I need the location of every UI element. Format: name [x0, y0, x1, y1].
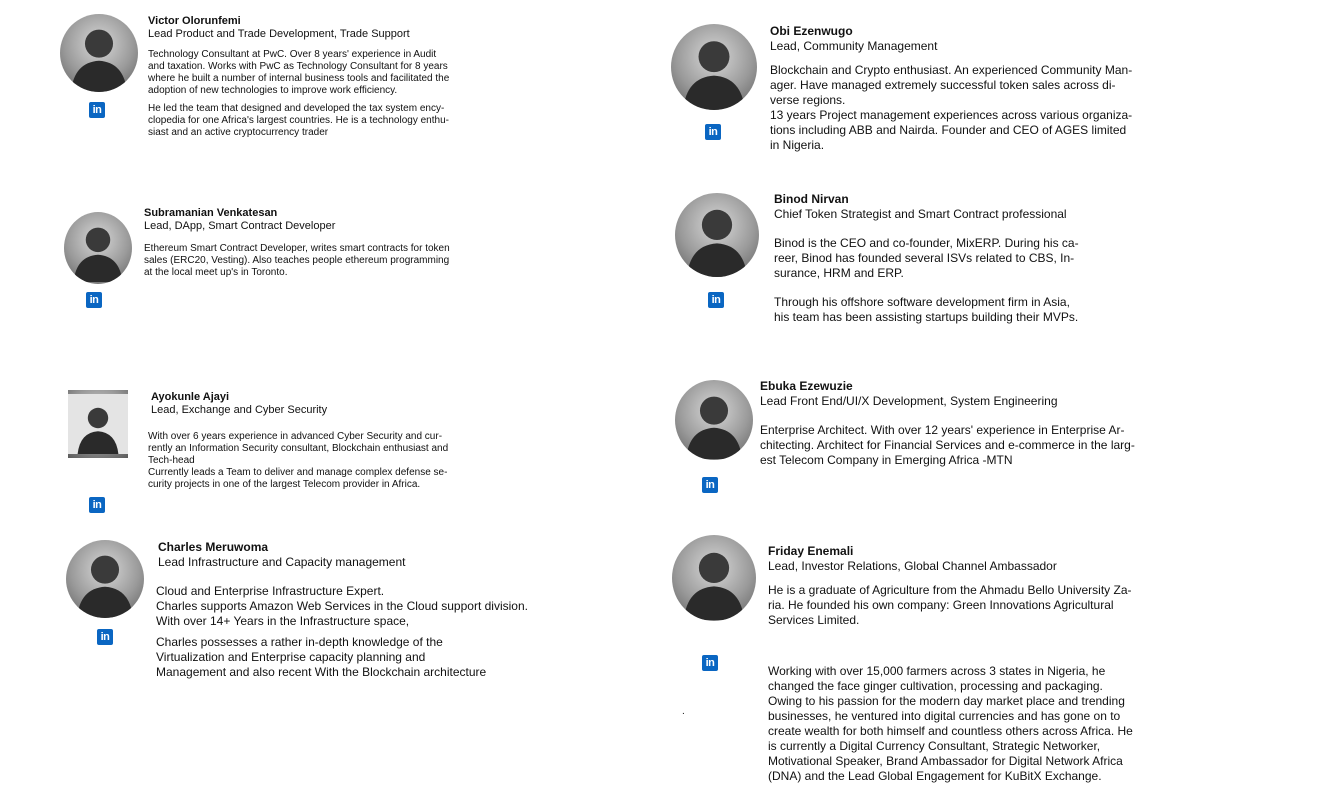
member-name: Obi Ezenwugo	[770, 24, 853, 38]
member-role: Lead Product and Trade Development, Trade Support	[148, 28, 410, 40]
linkedin-icon[interactable]: in	[86, 292, 102, 308]
member-bio: Binod is the CEO and co-founder, MixERP. During his ca- reer, Binod has founded several ISVs related to CBS, In- surance, HRM and ERP.	[774, 236, 1079, 280]
member-bio: He is a graduate of Agriculture from the Ahmadu Bello University Za- ria. He founded his own company: Green Innovations Agricultural Services Limited.	[768, 583, 1132, 627]
linkedin-icon[interactable]: in	[702, 655, 718, 671]
member-role: Chief Token Strategist and Smart Contract professional	[774, 207, 1067, 221]
member-bio: Enterprise Architect. With over 12 years' experience in Enterprise Ar- chitecting. Architect for Financial Services and e-commerce in the larg- est Telecom Company in Emerging Africa -MTN	[760, 423, 1135, 467]
stray-mark: .	[682, 706, 685, 717]
linkedin-icon[interactable]: in	[89, 102, 105, 118]
member-bio: With over 6 years experience in advanced Cyber Security and cur- rently an Information Security consultant, Blockchain enthusiast and Tech-head Currently leads a Team to deliver and manage complex defense se- curity projects in one of the largest Telecom provider in Africa.	[148, 431, 449, 490]
avatar	[671, 24, 757, 110]
member-name: Subramanian Venkatesan	[144, 207, 278, 219]
member-name: Charles Meruwoma	[158, 540, 269, 554]
member-bio: Working with over 15,000 farmers across 3 states in Nigeria, he changed the face ginger cultivation, processing and packaging. Owing to his passion for the modern day market place and trending businesses, he ventured into digital currencies and has gone on to create wealth for both himself and countless others across Africa. He is currently a Digital Currency Consultant, Strategic Networker, Motivational Speaker, Brand Ambassador for Digital Network Africa (DNA) and the Lead Global Engagement for KuBitX Exchange.	[768, 664, 1133, 783]
member-name: Victor Olorunfemi	[148, 15, 241, 27]
member-bio: Blockchain and Crypto enthusiast. An experienced Community Man- ager. Have managed extremely successful token sales across di- verse regions. 13 years Project management experiences across various organiza- tions including ABB and Nairda. Founder and CEO of AGES limited in Nigeria.	[770, 63, 1133, 152]
member-role: Lead, Exchange and Cyber Security	[151, 404, 328, 416]
linkedin-icon[interactable]: in	[705, 124, 721, 140]
member-name: Friday Enemali	[768, 544, 854, 558]
member-bio: Charles possesses a rather in-depth knowledge of the Virtualization and Enterprise capacity planning and Management and also recent With the Blockchain architecture	[156, 635, 487, 679]
member-role: Lead, Investor Relations, Global Channel Ambassador	[768, 559, 1057, 573]
member-name: Binod Nirvan	[774, 192, 849, 206]
member-bio: He led the team that designed and developed the tax system ency- clopedia for one Africa's largest countries. He is a technology enthu- siast and an active cryptocurrency trader	[148, 103, 449, 138]
avatar	[66, 540, 144, 618]
linkedin-icon[interactable]: in	[97, 629, 113, 645]
avatar	[64, 212, 132, 284]
member-role: Lead, Community Management	[770, 39, 938, 53]
avatar	[675, 380, 753, 460]
member-bio: Through his offshore software development firm in Asia, his team has been assisting startups building their MVPs.	[774, 295, 1079, 324]
member-bio: Technology Consultant at PwC. Over 8 years' experience in Audit and taxation. Works with PwC as Technology Consultant for 8 years where he built a number of internal business tools and facilitated the adoption of new technologies to improve work efficiency.	[148, 49, 450, 96]
linkedin-icon[interactable]: in	[89, 497, 105, 513]
member-role: Lead Infrastructure and Capacity management	[158, 555, 406, 569]
avatar	[68, 390, 128, 458]
member-role: Lead Front End/UI/X Development, System Engineering	[760, 394, 1058, 408]
linkedin-icon[interactable]: in	[702, 477, 718, 493]
avatar	[672, 535, 756, 621]
member-role: Lead, DApp, Smart Contract Developer	[144, 220, 336, 232]
member-name: Ebuka Ezewuzie	[760, 379, 853, 393]
linkedin-icon[interactable]: in	[708, 292, 724, 308]
member-bio: Ethereum Smart Contract Developer, writes smart contracts for token sales (ERC20, Vesting). Also teaches people ethereum programming at the local meet up's in Toronto.	[144, 243, 450, 278]
avatar	[60, 14, 138, 92]
member-name: Ayokunle Ajayi	[151, 391, 230, 403]
member-bio: Cloud and Enterprise Infrastructure Expert. Charles supports Amazon Web Services in the Cloud support division. With over 14+ Years in the Infrastructure space,	[156, 584, 528, 628]
avatar	[675, 193, 759, 277]
